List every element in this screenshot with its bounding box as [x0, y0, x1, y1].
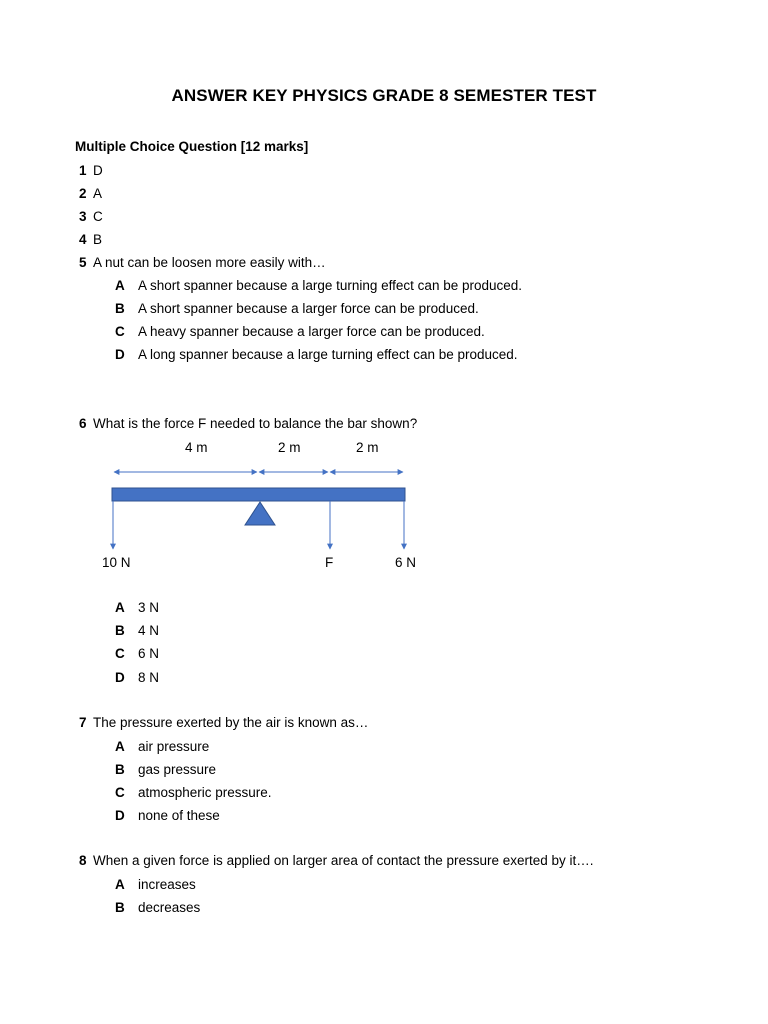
option-text: A heavy spanner because a larger force can be produced.	[138, 324, 485, 339]
q6-option-d	[115, 670, 159, 685]
option-letter: A	[115, 278, 125, 293]
answer-number: 1	[79, 163, 87, 178]
q7-option-b	[115, 762, 216, 777]
force-label-f: F	[325, 555, 334, 570]
option-letter: B	[115, 301, 125, 316]
option-letter: D	[115, 347, 125, 362]
option-letter: A	[115, 877, 125, 892]
option-text: 8 N	[138, 670, 160, 685]
option-text: 3 N	[138, 600, 160, 615]
question-number: 8	[79, 853, 87, 868]
q7-option-a	[115, 739, 209, 754]
option-letter: B	[115, 623, 125, 638]
option-letter: A	[115, 739, 125, 754]
option-text: A long spanner because a large turning effect can be produced.	[138, 347, 518, 362]
question-text: A nut can be loosen more easily with…	[93, 255, 326, 270]
q6-option-b	[115, 623, 159, 638]
option-text: A short spanner because a large turning effect can be produced.	[138, 278, 523, 293]
page-title: ANSWER KEY PHYSICS GRADE 8 SEMESTER TEST	[171, 86, 597, 105]
option-text: air pressure	[138, 739, 210, 754]
option-text: gas pressure	[138, 762, 217, 777]
answer-text: C	[93, 209, 103, 224]
answer-number: 3	[79, 209, 87, 224]
option-text: 6 N	[138, 646, 160, 661]
option-letter: A	[115, 600, 125, 615]
q6-option-c	[115, 646, 159, 661]
option-letter: B	[115, 762, 125, 777]
answer-text: B	[93, 232, 103, 247]
option-text: none of these	[138, 808, 220, 823]
question-8	[79, 853, 594, 868]
force-label-6n: 6 N	[395, 555, 417, 570]
q7-option-d	[115, 808, 220, 823]
q7-option-c	[115, 785, 272, 800]
q8-option-a	[115, 877, 196, 892]
option-text: decreases	[138, 900, 201, 915]
option-letter: B	[115, 900, 125, 915]
answer-number: 4	[79, 232, 87, 247]
distance-label-2m-right: 2 m	[356, 440, 379, 455]
section-heading: Multiple Choice Question [12 marks]	[75, 139, 309, 154]
answer-text: D	[93, 163, 103, 178]
q8-option-b	[115, 900, 200, 915]
option-letter: C	[115, 324, 125, 339]
option-text: increases	[138, 877, 196, 892]
fulcrum-triangle	[245, 502, 275, 525]
answer-text: A	[93, 186, 103, 201]
question-7	[79, 715, 368, 730]
option-letter: D	[115, 670, 125, 685]
question-text: The pressure exerted by the air is known as…	[93, 715, 369, 730]
lever-bar	[112, 488, 405, 501]
force-label-10n: 10 N	[102, 555, 131, 570]
option-letter: C	[115, 785, 125, 800]
distance-label-4m: 4 m	[185, 440, 208, 455]
question-number: 7	[79, 715, 87, 730]
option-letter: C	[115, 646, 125, 661]
distance-label-2m-left: 2 m	[278, 440, 301, 455]
question-number: 5	[79, 255, 87, 270]
option-text: atmospheric pressure.	[138, 785, 272, 800]
q6-option-a	[115, 600, 159, 615]
option-letter: D	[115, 808, 125, 823]
question-text: What is the force F needed to balance the bar shown?	[93, 416, 418, 431]
option-text: 4 N	[138, 623, 160, 638]
answer-number: 2	[79, 186, 87, 201]
question-number: 6	[79, 416, 87, 431]
question-text: When a given force is applied on larger area of contact the pressure exerted by it….	[93, 853, 594, 868]
option-text: A short spanner because a larger force can be produced.	[138, 301, 479, 316]
